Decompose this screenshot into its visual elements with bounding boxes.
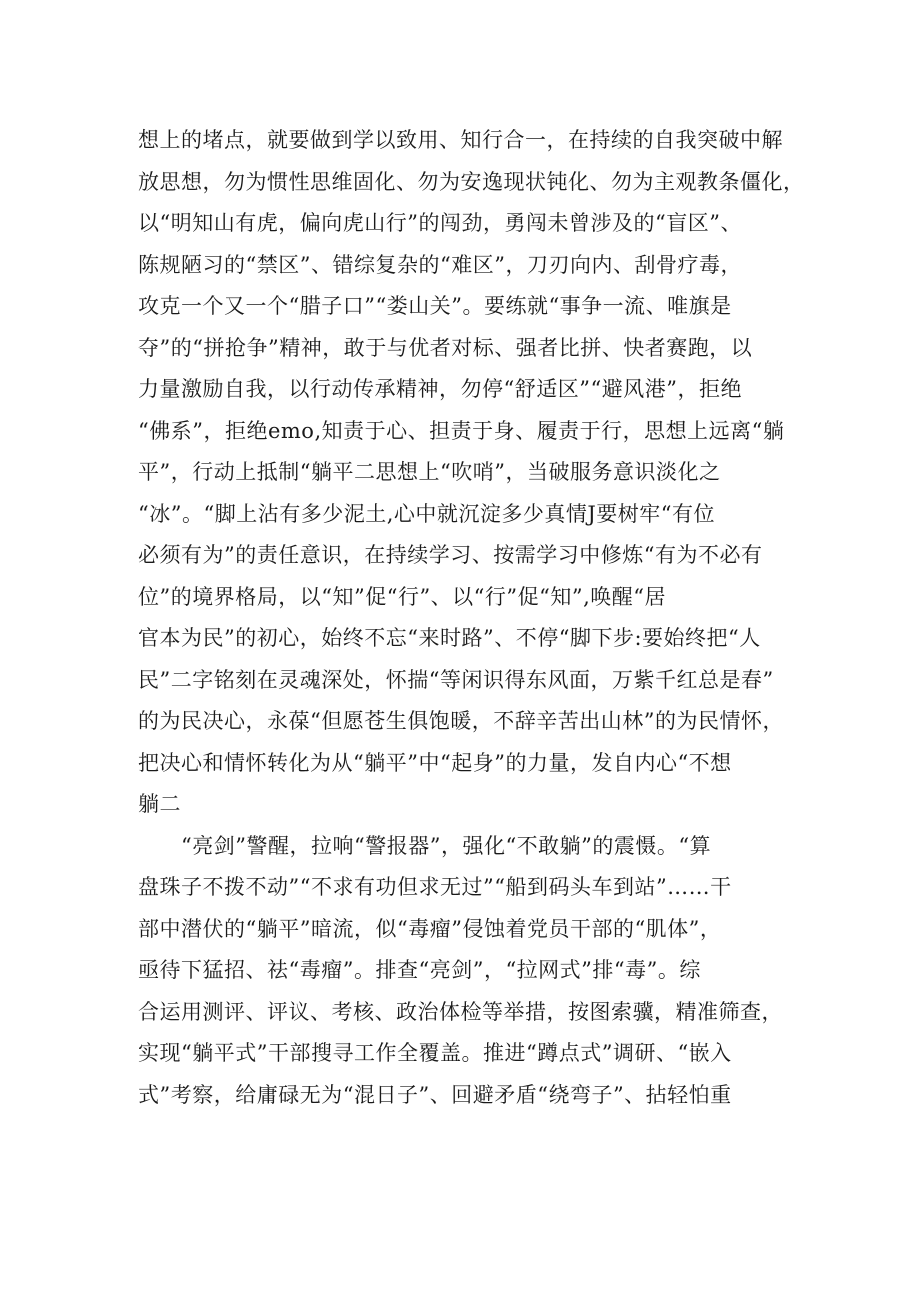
- text-line: “冰”。“脚上沾有多少泥土,心中就沉淀多少真情J要树牢“有位: [138, 501, 716, 526]
- body-text: [138, 120, 810, 1116]
- text-line: 陈规陋习的“禁区”、错综复杂的“难区”，刀刃向内、刮骨疗毒，: [138, 252, 742, 277]
- text-line: 把决心和情怀转化为从“躺平”中“起身”的力量，发自内心“不想: [138, 750, 732, 775]
- text-line: 官本为民”的初心，始终不忘“来时路”、不停“脚下步:要始终把“人: [138, 626, 761, 650]
- text-line: 部中潜伏的“躺平”暗流，似“毒瘤”侵蚀着党员干部的“肌体”，: [138, 916, 722, 941]
- text-line: 的为民决心，永葆“但愿苍生俱饱暖，不辞辛苦出山林”的为民情怀，: [138, 709, 784, 733]
- text-line: “佛系”，拒绝emo,知责于心、担责于身、履责于行，思想上远离“躺: [138, 418, 785, 443]
- text-line: 位”的境界格局，以“知”促“行”、以“行”促“知”,唤醒“居: [138, 584, 667, 609]
- text-line: 躺二: [138, 792, 181, 816]
- text-line: 合运用测评、评议、考核、政治体检等举措，按图索骥，精准筛查，: [138, 999, 783, 1024]
- text-line: 亟待下猛招、祛“毒瘤”。排查“亮剑”，“拉网式”排“毒”。综: [138, 958, 701, 982]
- text-line: 式”考察，给庸碌无为“混日子”、回避矛盾“绕弯子”、拈轻怕重: [138, 1082, 732, 1107]
- text-line: 夺”的“拼抢争”精神，敢于与优者对标、强者比拼、快者赛跑，以: [138, 335, 753, 360]
- text-line: “亮剑”警醒，拉响“警报器”，强化“不敢躺”的震慑。“算: [138, 833, 712, 858]
- text-line: 以“明知山有虎，偏向虎山行”的闯劲，勇闯未曾涉及的“盲区”、: [138, 211, 742, 235]
- text-line: 盘珠子不拨不动”“不求有功但求无过”“船到码头车到站”……干: [138, 875, 732, 899]
- text-line: 民”二字铭刻在灵魂深处，怀揣“等闲识得东风面，万紫千红总是春”: [138, 667, 774, 692]
- text-line: 放思想，勿为惯性思维固化、勿为安逸现状钝化、勿为主观教条僵化，: [138, 169, 805, 194]
- text-line: 攻克一个又一个“腊子口”“娄山关”。要练就“事争一流、唯旗是: [138, 294, 732, 318]
- text-line: 实现“躺平式”干部搜寻工作全覆盖。推进“蹲点式”调研、“嵌入: [138, 1041, 732, 1065]
- text-line: 平”，行动上抵制“躺平二思想上“吹哨”，当破服务意识淡化之: [138, 460, 721, 484]
- text-line: 力量激励自我，以行动传承精神，勿停“舒适区”“避风港”，拒绝: [138, 377, 742, 401]
- text-line: 必须有为”的责任意识，在持续学习、按需学习中修炼“有为不必有: [138, 543, 763, 567]
- text-line: 想上的堵点，就要做到学以致用、知行合一，在持续的自我突破中解: [138, 128, 783, 152]
